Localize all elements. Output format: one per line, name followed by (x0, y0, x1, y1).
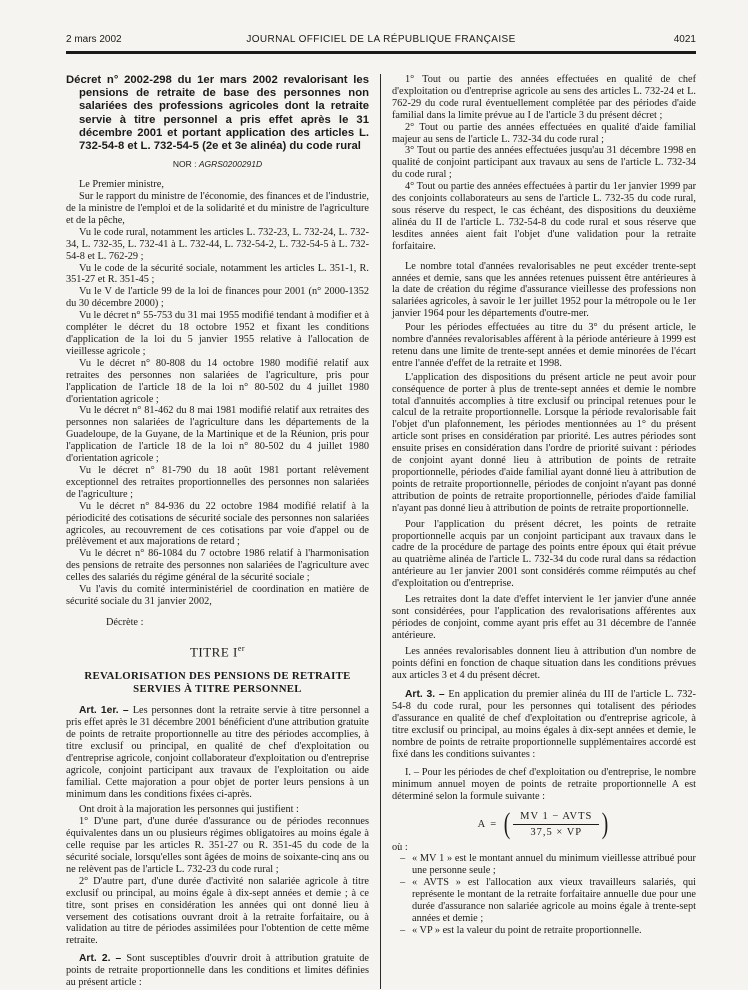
paragraph: 1° D'une part, d'une durée d'assurance ou de périodes reconnues équivalentes dans un ou plusieurs régimes obligatoires au moins égale à celle requise par les articles R. 351-27 ou R. 351-45 du code de la sécurité sociale, lorsqu'elles sont âgées de moins de soixante-cinq ans ou ne relèvent pas de l'article L. 732-23 du code rural ; (66, 816, 369, 875)
dash-bullet: – (400, 853, 406, 865)
formula-denominator: 37,5 × VP (530, 826, 583, 838)
paragraph: Le Premier ministre, (79, 179, 164, 191)
article-2-text: Sont susceptibles d'ouvrir droit à attribution gratuite de points de retraite proportionnelle dans les conditions et limites définies au présent article : (66, 953, 369, 989)
definition-item (400, 877, 696, 925)
paragraph: Vu l'avis du comité interministériel de coordination en matière de sécurité sociale du 31 janvier 2002, (66, 584, 369, 607)
paragraph: Vu le code rural, notamment les articles L. 732-23, L. 732-24, L. 732-34, L. 732-35, L. 732-41 à L. 732-44, L. 732-54-2, L. 732-54-5 à L. 732-54-8 et L. 762-29 ; (66, 226, 369, 262)
formula (392, 807, 696, 841)
paragraph: Vu le décret n° 86-1084 du 7 octobre 1986 relatif à l'harmonisation des pensions de retraite des personnes non salariées de l'agriculture avec celles des salariés du régime général de la sécurité sociale ; (66, 548, 369, 584)
paragraph: 4° Tout ou partie des années effectuées à partir du 1er janvier 1999 par des conjoints collaborateurs au sens de l'article L. 732-35 du code rural, sous réserve du respect, le cas échéant, des dispositions du deuxième alinéa du II de l'article L. 732-54-8 du code rural et sous réserve que lesdites années aient fait l'objet d'une validation pour la retraite forfaitaire. (392, 181, 696, 252)
paragraph: Pour l'application du présent décret, les points de retraite proportionnelle acquis par un conjoint participant aux travaux dans le cadre de la procédure de partage des points entre époux qui était prévue au quatrième alinéa de l'article L. 732-34 du code rural dans sa rédaction antérieure au 1er janvier 2001 sont considérés comme réimputés au chef d'exploitation ou d'entreprise. (392, 518, 696, 590)
article-3 (392, 689, 696, 760)
right-column (381, 74, 696, 989)
nor-value: AGRS0200291D (198, 159, 263, 170)
paragraph: L'application des dispositions du présent article ne peut avoir pour conséquence de porter à plus de trente-sept années et demie le nombre total d'annuités accomplies à titre exclusif ou principal retenues pour le calcul de la retraite proportionnelle. Lorsque la période revalorisable fait l'objet d'un plafonnement, les périodes mentionnées au 1° du présent article sont prises en considération par priorité. Les autres périodes sont ensuite prises en considération dans l'ordre de priorité suivant : périodes de conjoint ayant donné lieu à attribution de points de retraite proportionnelle, périodes d'aide familial ayant donné lieu à attribution de points de retraite proportionnelle, périodes de conjoint n'ayant pas donné attribution de points de retraite proportionnelle, périodes d'aide familial n'ayant pas donné lieu à attribution de points de retraite proportionnelle. (392, 371, 696, 514)
formula-numerator: MV 1 − AVTS (513, 811, 599, 825)
article-3-label: Art. 3. – (405, 689, 449, 701)
paragraph: Vu le décret n° 55-753 du 31 mai 1955 modifié tendant à modifier et à compléter le décret du 18 octobre 1952 et fixant les conditions d'application de la loi du 5 janvier 1955 relative à l'allocation de vieillesse agricole ; (66, 310, 370, 357)
header-page-number: 4021 (673, 34, 696, 45)
ou-label: où : (392, 841, 408, 853)
paragraph: I. – Pour les périodes de chef d'exploitation ou d'entreprise, le nombre minimum annuel moyen de points de retraite proportionnelle A est déterminé selon la formule suivante : (392, 766, 696, 802)
paragraph: Pour les périodes effectuées au titre du 3° du présent article, le nombre d'années revalorisables afférent à la période antérieure à 1999 est retenu dans une limite de trente-sept années et demie minorées de l'écart entre l'année d'effet de la retraite et 1998. (392, 322, 696, 369)
paragraph: 2° D'autre part, d'une durée d'activité non salariée agricole à titre exclusif ou principal, au moins égale à dix-sept années et demie ; à ce titre, sont prises en considération les années qui ont donné lieu à versement des cotisations ouvrant droit à la retraite forfaitaire, ou à validation au titre de périodes assimilées pour l'obtention de cette même retraite. (66, 875, 369, 947)
nor-line (66, 159, 369, 169)
header-rule (66, 51, 696, 54)
formula-fraction (513, 811, 599, 838)
two-column-layout (66, 74, 696, 989)
article-1-label: Art. 1er. – (79, 705, 133, 717)
article-2-label: Art. 2. – (79, 953, 127, 965)
page-header (66, 34, 696, 45)
formula-equals: = (490, 818, 497, 830)
paragraph: 2° Tout ou partie des années effectuées en qualité d'aide familial majeur au sens de l'article L. 732-34 du code rural ; (392, 121, 696, 145)
left-column (66, 74, 381, 989)
section-heading-line: REVALORISATION DES PENSIONS DE RETRAITE (84, 670, 351, 683)
nor-label: NOR : (172, 159, 197, 170)
article-1-text: Les personnes dont la retraite servie à titre personnel a pris effet après le 31 décembre 2001 bénéficient d'une attribution gratuite de points de retraite proportionnelle au titre des périodes accomplies, à titre exclusif ou principal, en qualité de chef d'exploitation ou d'entreprise agricole, conjoint collaborateur d'exploitation ou d'entreprise agricole, conjoint participant aux travaux de l'exploitation ou aide familial. Cette majoration a pour objet de porter leurs pensions à un minimum dans les conditions fixées ci-après. (66, 705, 369, 800)
titre-superscript: er (237, 643, 246, 653)
paragraph: Les années revalorisables donnent lieu à attribution d'un nombre de points défini en fonction de chaque situation dans les conditions prévues aux articles 3 et 4 du présent décret. (392, 645, 696, 681)
definition-text: « VP » est la valeur du point de retraite proportionnelle. (412, 924, 642, 936)
paragraph: 1° Tout ou partie des années effectuées en qualité de chef d'exploitation ou d'entreprise agricole au sens des articles L. 732-24 et L. 762-29 du code rural éventuellement complétée par des périodes d'aide familial dans la limite prévue au I de l'article 3 du présent décret ; (392, 74, 696, 121)
formula-open-paren: ( (503, 807, 511, 841)
paragraph: Vu le décret n° 81-790 du 18 août 1981 portant relèvement exceptionnel des retraites proportionnelles des personnes non salariées de l'agriculture ; (66, 464, 369, 500)
paragraph: Ont droit à la majoration les personnes qui justifient : (79, 804, 299, 816)
paragraph: 3° Tout ou partie des années effectuées jusqu'au 31 décembre 1998 en qualité de conjoint participant aux travaux au sens de l'article L. 732-34 du code rural ; (392, 145, 696, 181)
section-heading-line: SERVIES À TITRE PERSONNEL (133, 683, 302, 696)
paragraph: Vu le décret n° 84-936 du 22 octobre 1984 modifié relatif à la périodicité des cotisations de sécurité sociale des personnes non salariées agricoles, au recouvrement de ces cotisations par voie d'appel ou de prélèvement et aux majorations de retard ; (66, 500, 369, 548)
paragraph: Le nombre total d'années revalorisables ne peut excéder trente-sept années et demie, sans que les années retenues puissent être antérieures à la date de création du régime d'assurance vieillesse des professions non salariées agricoles, à savoir le 1er juillet 1952 pour la métropole ou le 1er janvier 1964 pour les départements d'outre-mer. (392, 260, 696, 320)
paragraph: Sur le rapport du ministre de l'économie, des finances et de l'industrie, de la ministre de l'emploi et de la solidarité et du ministre de l'agriculture et de la pêche, (66, 191, 369, 226)
paragraph: Vu le code de la sécurité sociale, notamment les articles L. 351-1, R. 351-27 et R. 351-45 ; (66, 262, 369, 286)
dash-bullet: – (400, 924, 406, 936)
formula-close-paren: ) (602, 807, 609, 841)
definition-text: « AVTS » est l'allocation aux vieux travailleurs salariés, qui représente le montant de la retraite forfaitaire annuelle due pour une durée d'assurance non salariée agricole au moins égale à trente-sept années et demie ; (412, 877, 696, 924)
definition-text: « MV 1 » est le montant annuel du minimum vieillesse attribué pour une personne seule ; (412, 853, 696, 877)
article-3-text: En application du premier alinéa du III de l'article L. 732-54-8 du code rural, pour les personnes qui totalisent des périodes d'assurance en qualité de chef d'exploitation ou d'entreprise agricole, à titre exclusif ou principal, au moins égales à dix-sept années et demie, le nombre de points de retraite proportionnelle supplémentaires accordé est fixé dans les conditions suivantes : (392, 689, 696, 760)
article-2 (66, 953, 369, 989)
header-journal-title: JOURNAL OFFICIEL DE LA RÉPUBLIQUE FRANÇAISE (246, 34, 516, 45)
definition-item (400, 925, 696, 937)
paragraph: Les retraites dont la date d'effet intervient le 1er janvier d'une année sont considérées, pour l'application des revalorisations afférentes aux périodes de conjoint, comme ayant pris effet au 31 décembre de l'année antérieure. (392, 594, 696, 641)
paragraph: Vu le décret n° 81-462 du 8 mai 1981 modifié relatif aux retraites des personnes non salariées de l'agriculture dans les départements de la Guadeloupe, de la Guyane, de la Martinique et de la Réunion, pris pour l'application de l'article 18 de la loi n° 80-502 du 4 juillet 1980 d'orientation agricole ; (66, 405, 369, 465)
section-heading (66, 670, 369, 696)
definition-item (400, 853, 696, 877)
formula-lhs: A (477, 818, 486, 830)
decrete-line: Décrète : (106, 616, 144, 628)
header-date: 2 mars 2002 (66, 34, 122, 45)
titre-text: TITRE I (189, 644, 238, 660)
article-1 (66, 705, 369, 800)
dash-bullet: – (400, 877, 406, 889)
decree-title: Décret n° 2002-298 du 1er mars 2002 revalorisant les pensions de retraite de base des personnes non salariées des professions agricoles dont la retraite servie à titre personnel a pris effet après le 31 décembre 2001 et portant application des articles L. 732-54-8 et L. 732-54-5 (2e et 3e alinéa) du code rural (66, 74, 369, 153)
paragraph: Vu le V de l'article 99 de la loi de finances pour 2001 (n° 2000-1352 du 30 décembre 2000) ; (66, 286, 369, 310)
titre-heading (66, 644, 369, 660)
paragraph: Vu le décret n° 80-808 du 14 octobre 1980 modifié relatif aux retraites des personnes non salariées de l'agriculture, pris pour l'application de l'article 18 de la loi n° 80-502 du 4 juillet 1980 d'orientation agricole ; (66, 357, 369, 405)
